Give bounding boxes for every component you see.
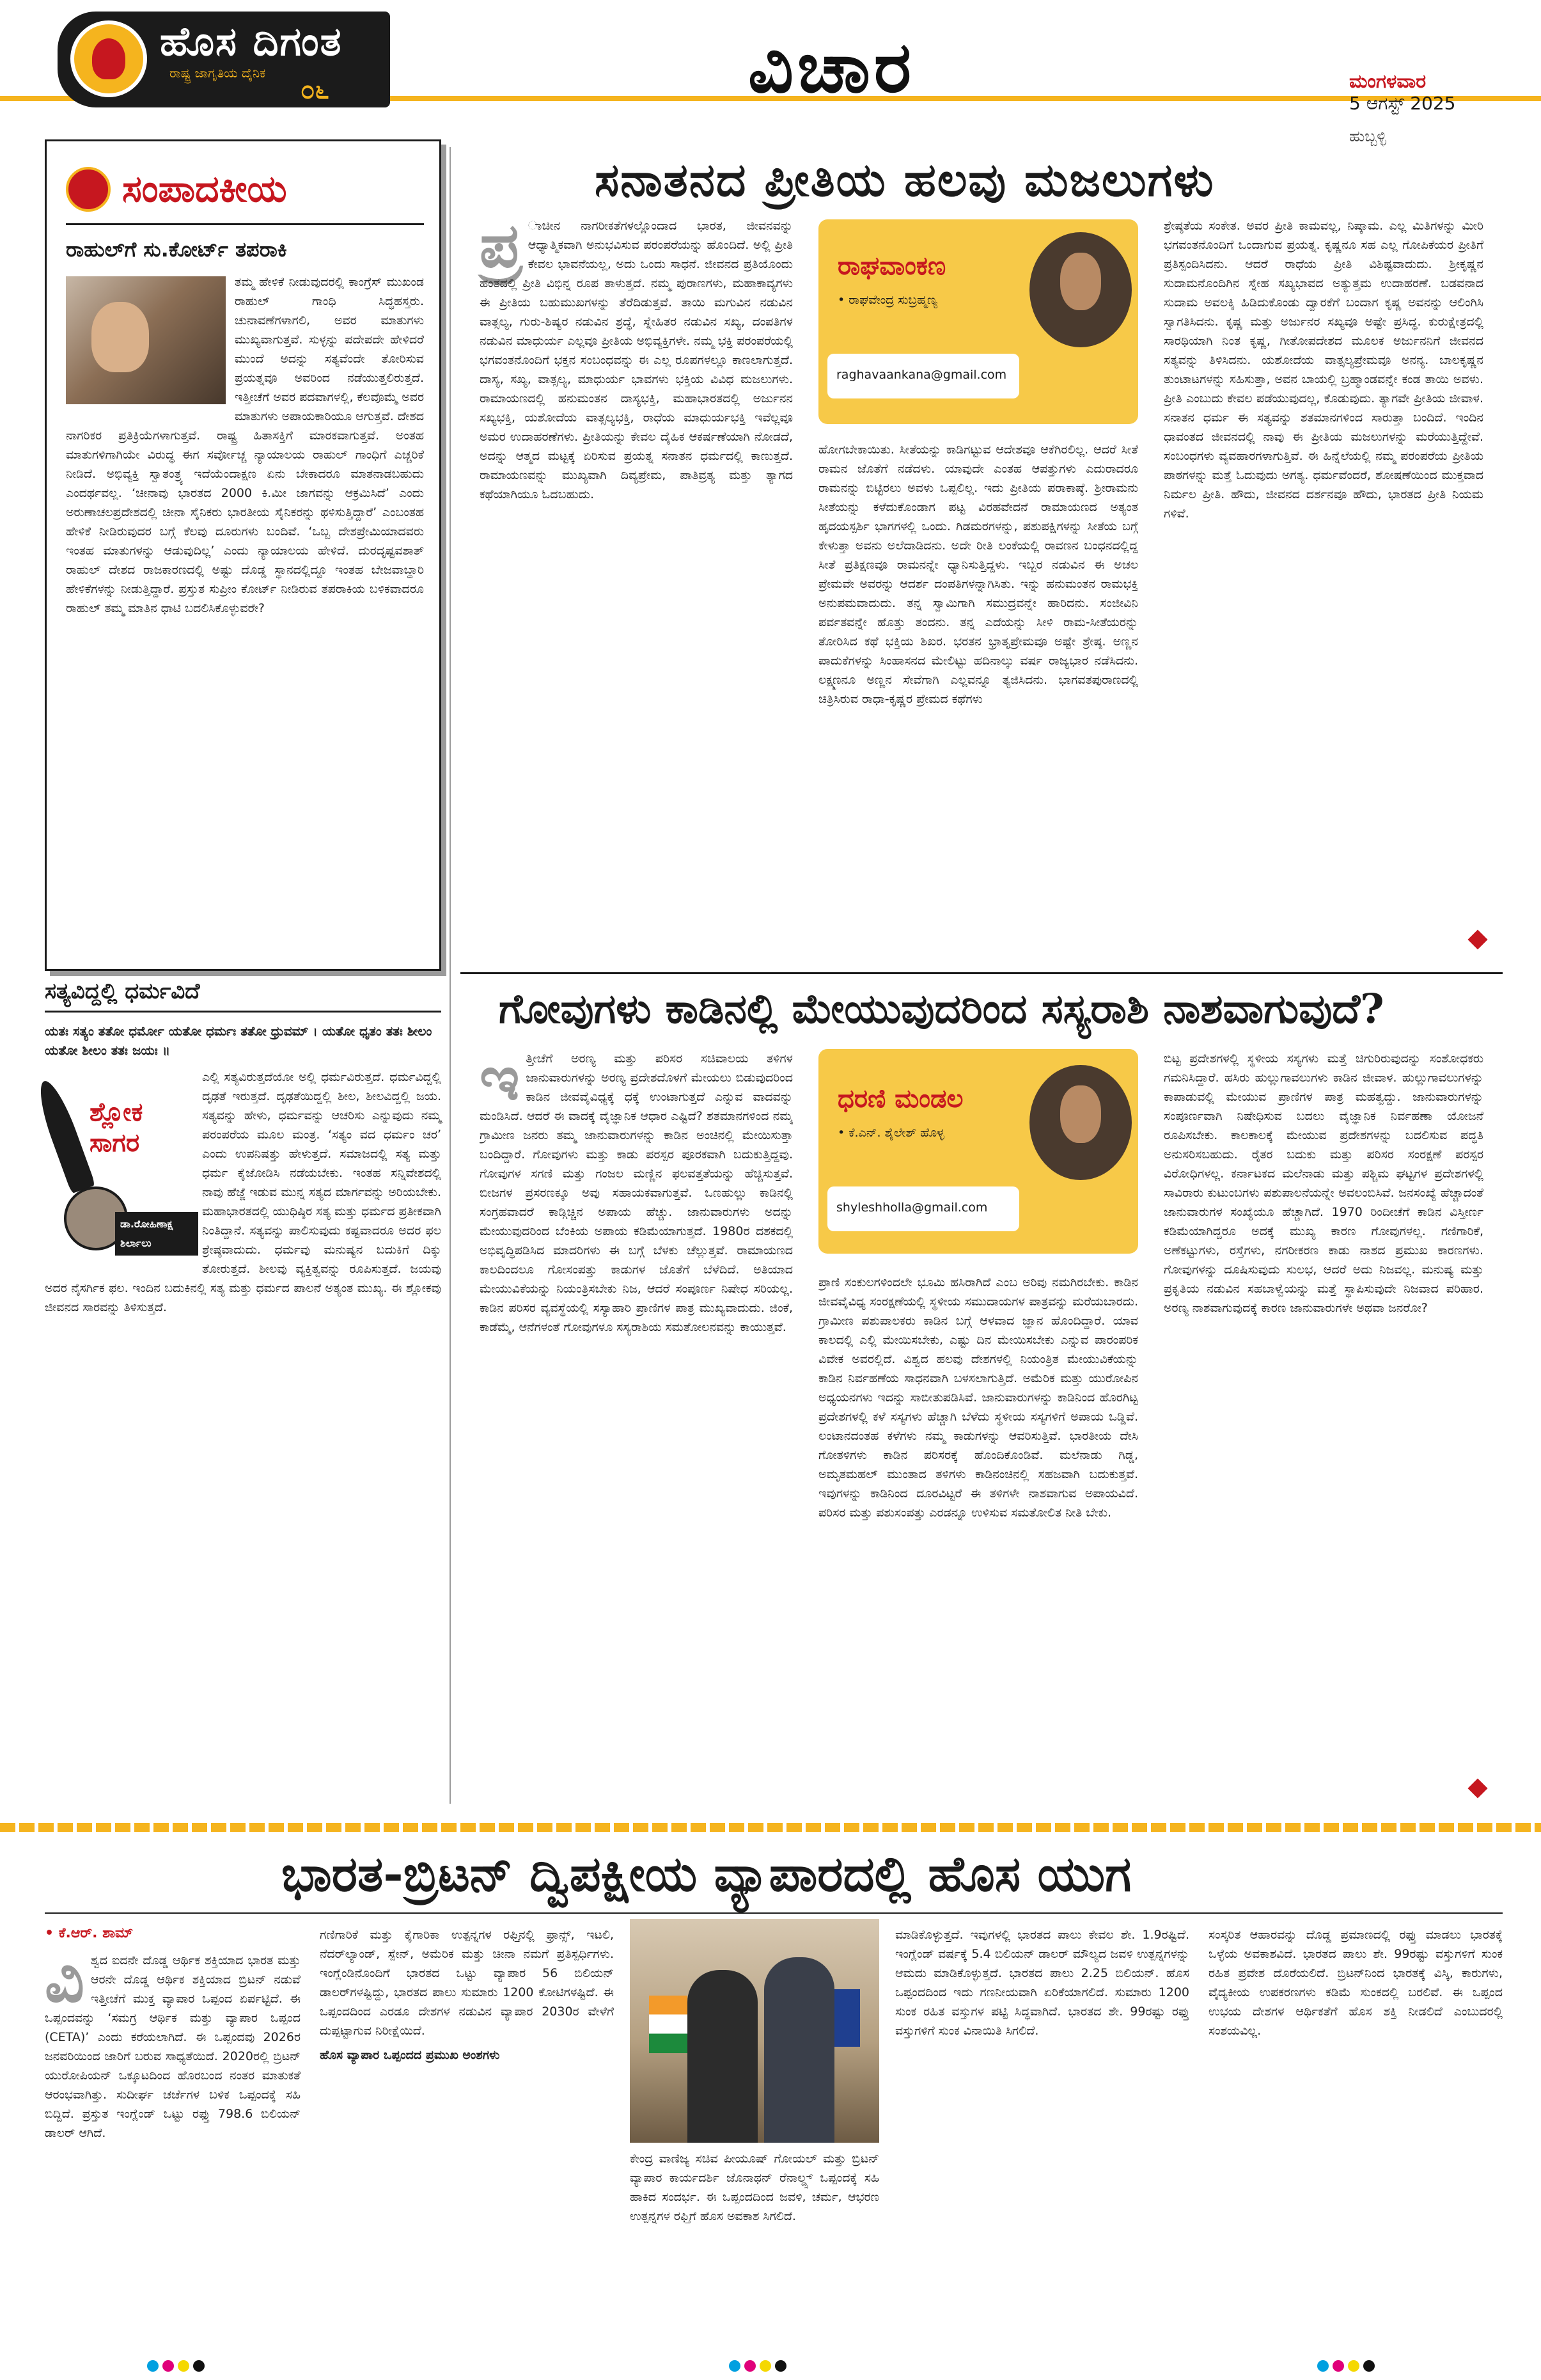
author-photo — [1029, 232, 1132, 347]
article2-col3: ಬಿಟ್ಟ ಪ್ರದೇಶಗಳಲ್ಲಿ ಸ್ಥಳೀಯ ಸಸ್ಯಗಳು ಮತ್ತೆ ಚಿಗುರಿರುವುದನ್ನು ಸಂಶೋಧಕರು ಗಮನಿಸಿದ್ದಾರೆ. ಹಸಿರು ಹುಲ್ಲುಗಾವಲುಗಳು ಕಾಡಿನ ಜೀವಾಳ. ಹುಲ್ಲುಗಾವಲುಗಳನ್ನು ಕಾಪಾಡುವಲ್ಲಿ ಮೇಯುವ ಪ್ರಾಣಿಗಳ ಪಾತ್ರ ಮಹತ್ವದ್ದು. ಜಾನುವಾರುಗಳನ್ನು ಸಂಪೂರ್ಣವಾಗಿ ನಿಷೇಧಿಸುವ ಬದಲು ವೈಜ್ಞಾನಿಕ ನಿರ್ವಹಣಾ ಯೋಜನೆ ರೂಪಿಸಬೇಕು. ಕಾಲಕಾಲಕ್ಕೆ ಮೇಯುವ ಪ್ರದೇಶಗಳನ್ನು ಬದಲಿಸುವ ಪದ್ಧತಿ ಅನುಸರಿಸಬಹುದು. ರೈತರ ಬದುಕು ಮತ್ತು ಪರಿಸರ ಸಂರಕ್ಷಣೆ ಪರಸ್ಪರ ವಿರೋಧಿಗಳಲ್ಲ. ಕರ್ನಾಟಕದ ಮಲೆನಾಡು ಮತ್ತು ಪಶ್ಚಿಮ ಘಟ್ಟಗಳ ಪ್ರದೇಶಗಳಲ್ಲಿ ಸಾವಿರಾರು ಕುಟುಂಬಗಳು ಪಶುಪಾಲನೆಯನ್ನೇ ಅವಲಂಬಿಸಿವೆ. ಜನಸಂಖ್ಯೆ ಹೆಚ್ಚಾದಂತೆ ಜಾನುವಾರುಗಳ ಸಂಖ್ಯೆಯೂ ಹೆಚ್ಚಾಗಿದೆ. 1970 ರಿಂದೀಚೆಗೆ ಕಾಡಿನ ವಿಸ್ತೀರ್ಣ ಕಡಿಮೆಯಾಗಿದ್ದರೂ ಅದಕ್ಕೆ ಮುಖ್ಯ ಕಾರಣ ಗೋವುಗಳಲ್ಲ. ಗಣಿಗಾರಿಕೆ, ಅಣೆಕಟ್ಟುಗಳು, ರಸ್ತೆಗಳು, ನಗರೀಕರಣ ಕಾಡು ನಾಶದ ಪ್ರಮುಖ ಕಾರಣಗಳು. ಗೋವುಗಳನ್ನು ದೂಷಿಸುವುದು ಸುಲಭ, ಆದರೆ ಅದು ನಿಜವಲ್ಲ. ಮನುಷ್ಯ ಮತ್ತು ಪ್ರಕೃತಿಯ ನಡುವಿನ ಸಹಬಾಳ್ವೆಯನ್ನು ಮತ್ತೆ ಸ್ಥಾಪಿಸುವುದೇ ನಿಜವಾದ ಪರಿಹಾರ. ಅರಣ್ಯ ನಾಶವಾಗುವುದಕ್ಕೆ ಕಾರಣ ಜಾನುವಾರುಗಳೇ ಅಥವಾ ಜನರೋ? — [1164, 1052, 1483, 1315]
editorial-box — [45, 139, 441, 971]
article1-col1-text: ಾಚೀನ ನಾಗರೀಕತೆಗಳಲ್ಲೊಂದಾದ ಭಾರತ, ಜೀವನವನ್ನು ಆಧ್ಯಾತ್ಮಿಕವಾಗಿ ಅನುಭವಿಸುವ ಪರಂಪರೆಯನ್ನು ಹೊಂದಿದೆ. ಅಲ್ಲಿ ಪ್ರೀತಿ ಕೇವಲ ಭಾವನೆಯಲ್ಲ, ಅದು ಒಂದು ಸಾಧನೆ. ಜೀವನದ ಪ್ರತಿಯೊಂದು ಹಂತದಲ್ಲಿ ಪ್ರೀತಿ ವಿಭಿನ್ನ ರೂಪ ತಾಳುತ್ತದೆ. ನಮ್ಮ ಪುರಾಣಗಳು, ಮಹಾಕಾವ್ಯಗಳು ಈ ಪ್ರೀತಿಯ ಬಹುಮುಖಗಳನ್ನು ತೆರೆದಿಡುತ್ತವೆ. ತಾಯಿ ಮಗುವಿನ ನಡುವಿನ ವಾತ್ಸಲ್ಯ, ಗುರು-ಶಿಷ್ಯರ ನಡುವಿನ ಶ್ರದ್ಧೆ, ಸ್ನೇಹಿತರ ನಡುವಿನ ಸಖ್ಯ, ದಂಪತಿಗಳ ನಡುವಿನ ಮಾಧುರ್ಯ ಎಲ್ಲವೂ ಪ್ರೀತಿಯ ಅಭಿವ್ಯಕ್ತಿಗಳೇ. ನಮ್ಮ ಭಕ್ತಿ ಪರಂಪರೆಯಲ್ಲಿ ಭಗವಂತನೊಂದಿಗೆ ಭಕ್ತನ ಸಂಬಂಧವನ್ನು ಈ ಎಲ್ಲ ರೂಪಗಳಲ್ಲೂ ಕಾಣಲಾಗುತ್ತದೆ. ದಾಸ್ಯ, ಸಖ್ಯ, ವಾತ್ಸಲ್ಯ, ಮಾಧುರ್ಯ ಭಾವಗಳು ಭಕ್ತಿಯ ವಿವಿಧ ಮಜಲುಗಳು. ರಾಮಾಯಣದಲ್ಲಿ ಹನುಮಂತನ ದಾಸ್ಯಭಕ್ತಿ, ಮಹಾಭಾರತದಲ್ಲಿ ಅರ್ಜುನನ ಸಖ್ಯಭಕ್ತಿ, ಯಶೋದೆಯ ವಾತ್ಸಲ್ಯಭಕ್ತಿ, ರಾಧೆಯ ಮಾಧುರ್ಯಭಕ್ತಿ ಇವೆಲ್ಲವೂ ಅಮರ ಉದಾಹರಣೆಗಳು. ಪ್ರೀತಿಯನ್ನು ಕೇವಲ ದೈಹಿಕ ಆಕರ್ಷಣೆಯಾಗಿ ನೋಡದೆ, ಅದನ್ನು ಆತ್ಮದ ಮಟ್ಟಕ್ಕೆ ಏರಿಸುವ ಪ್ರಯತ್ನ ಸನಾತನ ಧರ್ಮದಲ್ಲಿ ಕಾಣುತ್ತದೆ. ರಾಮಾಯಣವನ್ನು ಮುಖ್ಯವಾಗಿ ದಿವ್ಯಪ್ರೇಮ, ಪಾತಿವ್ರತ್ಯ ಮತ್ತು ತ್ಯಾಗದ ಕಥೆಯಾಗಿಯೂ ಓದಬಹುದು. — [480, 219, 793, 501]
author-card-email[interactable]: raghavaankana@gmail.com — [836, 368, 1007, 382]
article3-dropcap: ವಿ — [45, 1951, 84, 2016]
sloka-body — [45, 1068, 441, 1317]
author-photo — [1029, 1065, 1132, 1180]
article3-col3: ಮಾಡಿಕೊಳ್ಳುತ್ತದೆ. ಇವುಗಳಲ್ಲಿ ಭಾರತದ ಪಾಲು ಕೇವಲ ಶೇ. 1.9ರಷ್ಟಿದೆ. ಇಂಗ್ಲೆಂಡ್ ವರ್ಷಕ್ಕೆ 5.4 ಬಿಲಿಯನ್ ಡಾಲರ್ ಮೌಲ್ಯದ ಜವಳಿ ಉತ್ಪನ್ನಗಳನ್ನು ಆಮದು ಮಾಡಿಕೊಳ್ಳುತ್ತದೆ. ಭಾರತದ ಪಾಲು 2.25 ಬಿಲಿಯನ್. ಹೊಸ ಒಪ್ಪಂದದಿಂದ ಇದು ಗಣನೀಯವಾಗಿ ಏರಿಕೆಯಾಗಲಿದೆ. ಸುಮಾರು 1200 ಸುಂಕ ರಹಿತ ವಸ್ತುಗಳ ಪಟ್ಟಿ ಸಿದ್ಧವಾಗಿದೆ. ಭಾರತದ ಶೇ. 99ರಷ್ಟು ರಫ್ತು ವಸ್ತುಗಳಿಗೆ ಸುಂಕ ವಿನಾಯಿತಿ ಸಿಗಲಿದೆ. — [895, 1928, 1189, 2038]
editorial-emblem-icon — [66, 167, 111, 212]
sloka-title[interactable]: ಸತ್ಯವಿದ್ದಲ್ಲಿ ಧರ್ಮವಿದೆ — [45, 979, 200, 1004]
section-title: ವಿಚಾರ — [748, 26, 916, 108]
columnist-name: ಡಾ.ರೋಹಿಣಾಕ್ಷ ಶಿರ್ಲಾಲು — [115, 1212, 198, 1256]
day-name: ಮಂಗಳವಾರ — [1349, 70, 1427, 93]
article2-end-icon — [1467, 1778, 1487, 1798]
editorial-photo — [66, 276, 226, 404]
author-card-raghavaankana — [818, 219, 1138, 424]
newspaper-logo[interactable] — [58, 12, 390, 107]
sloka-column — [45, 979, 441, 1804]
article1-col3: ಶ್ರೇಷ್ಠತೆಯ ಸಂಕೇತ. ಅವರ ಪ್ರೀತಿ ಕಾಮವಲ್ಲ, ನಿಷ್ಕಾಮ. ಎಲ್ಲ ಮಿತಿಗಳನ್ನು ಮೀರಿ ಭಗವಂತನೊಂದಿಗೆ ಒಂದಾಗುವ ಪ್ರಯತ್ನ. ಕೃಷ್ಣನೂ ಸಹ ಎಲ್ಲ ಗೋಪಿಕೆಯರ ಪ್ರೀತಿಗೆ ಪ್ರತಿಸ್ಪಂದಿಸಿದನು. ಆದರೆ ರಾಧೆಯ ಪ್ರೀತಿ ವಿಶಿಷ್ಟವಾದುದು. ಶ್ರೀಕೃಷ್ಣನ ಸುದಾಮನೊಂದಿಗಿನ ಸ್ನೇಹ ಸಖ್ಯಭಾವದ ಅತ್ಯುತ್ತಮ ಉದಾಹರಣೆ. ಬಡವನಾದ ಸುದಾಮ ಅವಲಕ್ಕಿ ಹಿಡಿದುಕೊಂಡು ದ್ವಾರಕೆಗೆ ಬಂದಾಗ ಕೃಷ್ಣ ಅವನನ್ನು ಆಲಿಂಗಿಸಿ ಸ್ವಾಗತಿಸಿದನು. ಕೃಷ್ಣ ಮತ್ತು ಅರ್ಜುನರ ಸಖ್ಯವೂ ಅಷ್ಟೇ ಪ್ರಸಿದ್ಧ. ಕುರುಕ್ಷೇತ್ರದಲ್ಲಿ ಸಾರಥಿಯಾಗಿ ನಿಂತ ಕೃಷ್ಣ, ಗೀತೋಪದೇಶದ ಮೂಲಕ ಅರ್ಜುನನಿಗೆ ಜೀವನದ ಸತ್ಯವನ್ನು ತಿಳಿಸಿದನು. ಯಶೋದೆಯ ವಾತ್ಸಲ್ಯಪ್ರೇಮವೂ ಅನನ್ಯ. ಬಾಲಕೃಷ್ಣನ ತುಂಟಾಟಗಳನ್ನು ಸಹಿಸುತ್ತಾ, ಅವನ ಬಾಯಲ್ಲಿ ಬ್ರಹ್ಮಾಂಡವನ್ನೇ ಕಂಡ ತಾಯಿ ಅವಳು. ಪ್ರೀತಿ ಎಂಬುದು ಕೇವಲ ಪಡೆಯುವುದಲ್ಲ, ಕೊಡುವುದು. ತ್ಯಾಗವೇ ಪ್ರೀತಿಯ ಜೀವಾಳ. ಸನಾತನ ಧರ್ಮ ಈ ಸತ್ಯವನ್ನು ಶತಮಾನಗಳಿಂದ ಸಾರುತ್ತಾ ಬಂದಿದೆ. ಇಂದಿನ ಧಾವಂತದ ಜೀವನದಲ್ಲಿ ನಾವು ಈ ಪ್ರೀತಿಯ ಮಜಲುಗಳನ್ನು ಮರೆಯುತ್ತಿದ್ದೇವೆ. ಸಂಬಂಧಗಳು ವ್ಯವಹಾರಗಳಾಗುತ್ತಿವೆ. ಈ ಹಿನ್ನೆಲೆಯಲ್ಲಿ ನಮ್ಮ ಪರಂಪರೆಯ ಪ್ರೀತಿಯ ಪಾಠಗಳನ್ನು ಮತ್ತೆ ಓದುವುದು ಅಗತ್ಯ. ಧರ್ಮವೆಂದರೆ, ಶೋಷಣೆಯಿಂದ ಮುಕ್ತವಾದ ನಿರ್ಮಲ ಪ್ರೀತಿ. ಹೌದು, ಜೀವನದ ದರ್ಶನವೂ ಹೌದು, ಭಾರತದ ಪ್ರೀತಿ ನಿಯಮ ಗಳಿವೆ. — [1164, 219, 1483, 521]
paper-name: ಹೊಸ ದಿಗಂತ — [160, 18, 343, 65]
article3-col4: ಸಂಸ್ಕರಿತ ಆಹಾರವನ್ನು ದೊಡ್ಡ ಪ್ರಮಾಣದಲ್ಲಿ ರಫ್ತು ಮಾಡಲು ಭಾರತಕ್ಕೆ ಒಳ್ಳೆಯ ಅವಕಾಶವಿದೆ. ಭಾರತದ ಪಾಲು ಶೇ. 99ರಷ್ಟು ವಸ್ತುಗಳಿಗೆ ಸುಂಕ ರಹಿತ ಪ್ರವೇಶ ದೊರೆಯಲಿದೆ. ಬ್ರಿಟನ್‌ನಿಂದ ಭಾರತಕ್ಕೆ ವಿಸ್ಕಿ, ಕಾರುಗಳು, ವೈದ್ಯಕೀಯ ಉಪಕರಣಗಳು ಕಡಿಮೆ ಸುಂಕದಲ್ಲಿ ಬರಲಿವೆ. ಈ ಒಪ್ಪಂದ ಉಭಯ ದೇಶಗಳ ಆರ್ಥಿಕತೆಗೆ ಹೊಸ ಶಕ್ತಿ ನೀಡಲಿದೆ ಎಂಬುದರಲ್ಲಿ ಸಂಶಯವಿಲ್ಲ. — [1209, 1928, 1503, 2038]
author-card-author: • ರಾಘವೇಂದ್ರ ಸುಬ್ರಹ್ಮಣ್ಯ — [838, 293, 937, 307]
dateline — [1349, 70, 1496, 145]
stripe-divider — [0, 1823, 1541, 1832]
article2-col2: ಪ್ರಾಣಿ ಸಂಕುಲಗಳಿಂದಲೇ ಭೂಮಿ ಹಸಿರಾಗಿದೆ ಎಂಬ ಅರಿವು ನಮಗಿರಬೇಕು. ಕಾಡಿನ ಜೀವವೈವಿಧ್ಯ ಸಂರಕ್ಷಣೆಯಲ್ಲಿ ಸ್ಥಳೀಯ ಸಮುದಾಯಗಳ ಪಾತ್ರವನ್ನು ಮರೆಯಬಾರದು. ಗ್ರಾಮೀಣ ಪಶುಪಾಲಕರು ಕಾಡಿನ ಬಗ್ಗೆ ಆಳವಾದ ಜ್ಞಾನ ಹೊಂದಿದ್ದಾರೆ. ಯಾವ ಕಾಲದಲ್ಲಿ ಎಲ್ಲಿ ಮೇಯಿಸಬೇಕು, ಎಷ್ಟು ದಿನ ಮೇಯಿಸಬೇಕು ಎನ್ನುವ ಪಾರಂಪರಿಕ ವಿವೇಕ ಅವರಲ್ಲಿದೆ. ವಿಶ್ವದ ಹಲವು ದೇಶಗಳಲ್ಲಿ ನಿಯಂತ್ರಿತ ಮೇಯುವಿಕೆಯನ್ನು ಕಾಡಿನ ನಿರ್ವಹಣೆಯ ಸಾಧನವಾಗಿ ಬಳಸಲಾಗುತ್ತಿದೆ. ಅಮೆರಿಕ ಮತ್ತು ಯುರೋಪಿನ ಅಧ್ಯಯನಗಳು ಇದನ್ನು ಸಾಬೀತುಪಡಿಸಿವೆ. ಜಾನುವಾರುಗಳನ್ನು ಕಾಡಿನಿಂದ ಹೊರಗಿಟ್ಟ ಪ್ರದೇಶಗಳಲ್ಲಿ ಕಳೆ ಸಸ್ಯಗಳು ಹೆಚ್ಚಾಗಿ ಬೆಳೆದು ಸ್ಥಳೀಯ ಸಸ್ಯಗಳಿಗೆ ಅಪಾಯ ಒಡ್ಡಿವೆ. ಲಂಟಾನದಂತಹ ಕಳೆಗಳು ನಮ್ಮ ಕಾಡುಗಳನ್ನು ಆವರಿಸುತ್ತಿವೆ. ಭಾರತೀಯ ದೇಸಿ ಗೋತಳಿಗಳು ಕಾಡಿನ ಪರಿಸರಕ್ಕೆ ಹೊಂದಿಕೊಂಡಿವೆ. ಮಲೆನಾಡು ಗಿಡ್ಡ, ಅಮೃತಮಹಲ್ ಮುಂತಾದ ತಳಿಗಳು ಕಾಡಿನಂಚಿನಲ್ಲಿ ಸಹಜವಾಗಿ ಬದುಕುತ್ತವೆ. ಇವುಗಳನ್ನು ಕಾಡಿನಿಂದ ದೂರವಿಟ್ಟರೆ ಈ ತಳಿಗಳೇ ನಾಶವಾಗುವ ಅಪಾಯವಿದೆ. ಪರಿಸರ ಮತ್ತು ಪಶುಸಂಪತ್ತು ಎರಡನ್ನೂ ಉಳಿಸುವ ಸಮತೋಲಿತ ನೀತಿ ಬೇಕು. — [818, 1275, 1138, 1520]
article2-dropcap: ಇ — [480, 1049, 520, 1114]
masthead — [0, 0, 1541, 145]
article1-col1-bottom — [480, 440, 799, 926]
author-card-dharani — [818, 1049, 1138, 1254]
trade-deal-photo — [630, 1919, 879, 2143]
india-flag-icon — [649, 1996, 687, 2053]
sloka-badge-title: ಶ್ಲೋಕ ಸಾಗರ — [90, 1098, 143, 1158]
article3-byline: • ಕೆ.ಆರ್. ಶಾಮ್ — [45, 1925, 134, 1941]
article3-subhead: ಹೊಸ ವ್ಯಾಪಾರ ಒಪ್ಪಂದದ ಪ್ರಮುಖ ಅಂಶಗಳು — [320, 2048, 500, 2062]
article3-col1-text: ಶ್ವದ ಐದನೇ ದೊಡ್ಡ ಆರ್ಥಿಕ ಶಕ್ತಿಯಾದ ಭಾರತ ಮತ್ತು ಆರನೇ ದೊಡ್ಡ ಆರ್ಥಿಕ ಶಕ್ತಿಯಾದ ಬ್ರಿಟನ್ ನಡುವೆ ಇತ್ತೀಚೆಗೆ ಮುಕ್ತ ವ್ಯಾಪಾರ ಒಪ್ಪಂದ ಏರ್ಪಟ್ಟಿದೆ. ಈ ಒಪ್ಪಂದವನ್ನು ‘ಸಮಗ್ರ ಆರ್ಥಿಕ ಮತ್ತು ವ್ಯಾಪಾರ ಒಪ್ಪಂದ (CETA)’ ಎಂದು ಕರೆಯಲಾಗಿದೆ. ಈ ಒಪ್ಪಂದವು 2026ರ ಜನವರಿಯಿಂದ ಜಾರಿಗೆ ಬರುವ ಸಾಧ್ಯತೆಯಿದೆ. 2020ರಲ್ಲಿ ಬ್ರಿಟನ್ ಯುರೋಪಿಯನ್ ಒಕ್ಕೂಟದಿಂದ ಹೊರಬಂದ ನಂತರ ಮಾತುಕತೆ ಆರಂಭವಾಗಿತ್ತು. ಸುದೀರ್ಘ ಚರ್ಚೆಗಳ ಬಳಿಕ ಒಪ್ಪಂದಕ್ಕೆ ಸಹಿ ಬಿದ್ದಿದೆ. ಪ್ರಸ್ತುತ ಇಂಗ್ಲೆಂಡ್ ಒಟ್ಟು ರಫ್ತು 798.6 ಬಿಲಿಯನ್ ಡಾಲರ್ ಆಗಿದೆ. — [45, 1953, 301, 2140]
article1-col1-top — [480, 210, 793, 501]
author-card-email[interactable]: shyleshholla@gmail.com — [836, 1201, 988, 1215]
section-divider — [460, 972, 1503, 974]
sloka-rule — [45, 1011, 441, 1013]
article-sanatana — [460, 139, 1503, 965]
editorial-rule — [66, 223, 424, 225]
article1-end-icon — [1467, 929, 1487, 949]
registration-marks-right — [1317, 2360, 1379, 2373]
article1-dropcap: ಪ್ರ — [480, 210, 522, 281]
author-card-author: • ಕೆ.ಎನ್. ಶೈಲೇಶ್ ಹೊಳ್ಳ — [838, 1126, 944, 1140]
editorial-label-text: ಸಂಪಾದಕೀಯ — [122, 167, 287, 210]
registration-marks-left — [147, 2360, 208, 2373]
article3-col2 — [320, 1925, 614, 2347]
sloka-sagara-badge — [45, 1071, 192, 1263]
article2-col1 — [480, 1049, 793, 1778]
author-card-title: ರಾಘವಾಂಕಣ — [838, 251, 946, 281]
logo-emblem-icon — [70, 20, 147, 97]
article1-col2: ಹೋಗಬೇಕಾಯಿತು. ಸೀತೆಯನ್ನು ಕಾಡಿಗಟ್ಟುವ ಆದೇಶವೂ ಆಕೆಗಿರಲಿಲ್ಲ. ಆದರೆ ಸೀತೆ ರಾಮನ ಜೊತೆಗೆ ನಡೆದಳು. ಯಾವುದೇ ಎಂತಹ ಆಪತ್ತುಗಳು ಎದುರಾದರೂ ರಾಮನನ್ನು ಬಿಟ್ಟಿರಲು ಅವಳು ಒಪ್ಪಲಿಲ್ಲ. ಇದು ಪ್ರೀತಿಯ ಪರಾಕಾಷ್ಠೆ. ಶ್ರೀರಾಮನು ಸೀತೆಯನ್ನು ಕಳೆದುಕೊಂಡಾಗ ಪಟ್ಟ ವಿರಹವೇದನೆ ರಾಮಾಯಣದ ಅತ್ಯಂತ ಹೃದಯಸ್ಪರ್ಶಿ ಭಾಗಗಳಲ್ಲಿ ಒಂದು. ಗಿಡಮರಗಳನ್ನು, ಪಶುಪಕ್ಷಿಗಳನ್ನು ಸೀತೆಯ ಬಗ್ಗೆ ಕೇಳುತ್ತಾ ಅವನು ಅಲೆದಾಡಿದನು. ಅದೇ ರೀತಿ ಲಂಕೆಯಲ್ಲಿ ರಾವಣನ ಬಂಧನದಲ್ಲಿದ್ದ ಸೀತೆ ಪ್ರತಿಕ್ಷಣವೂ ರಾಮನನ್ನೇ ಧ್ಯಾನಿಸುತ್ತಿದ್ದಳು. ಇಬ್ಬರ ನಡುವಿನ ಈ ಅಚಲ ಪ್ರೇಮವೇ ಅವರನ್ನು ಆದರ್ಶ ದಂಪತಿಗಳನ್ನಾಗಿಸಿತು. ಇನ್ನು ಹನುಮಂತನ ರಾಮಭಕ್ತಿ ಅನುಪಮವಾದುದು. ತನ್ನ ಸ್ವಾಮಿಗಾಗಿ ಸಮುದ್ರವನ್ನೇ ಹಾರಿದನು. ಸಂಜೀವಿನಿ ಪರ್ವತವನ್ನೇ ಹೊತ್ತು ತಂದನು. ತನ್ನ ಎದೆಯನ್ನು ಸೀಳಿ ರಾಮ-ಸೀತೆಯರನ್ನು ತೋರಿಸಿದ ಕಥೆ ಭಕ್ತಿಯ ಶಿಖರ. ಭರತನ ಭ್ರಾತೃಪ್ರೇಮವೂ ಅಷ್ಟೇ ಶ್ರೇಷ್ಠ. ಅಣ್ಣನ ಪಾದುಕೆಗಳನ್ನು ಸಿಂಹಾಸನದ ಮೇಲಿಟ್ಟು ಹದಿನಾಲ್ಕು ವರ್ಷ ರಾಜ್ಯಭಾರ ನಡೆಸಿದನು. ಲಕ್ಷ್ಮಣನೂ ಅಣ್ಣನ ಸೇವೆಗಾಗಿ ಎಲ್ಲವನ್ನೂ ತ್ಯಜಿಸಿದನು. ಭಾಗವತಪುರಾಣದಲ್ಲಿ ಚಿತ್ರಿಸಿರುವ ರಾಧಾ-ಕೃಷ್ಣರ ಪ್ರೇಮದ ಕಥೆಗಳು — [818, 443, 1138, 706]
editorial-text: ತಮ್ಮ ಹೇಳಿಕೆ ನೀಡುವುದರಲ್ಲಿ ಕಾಂಗ್ರೆಸ್ ಮುಖಂಡ ರಾಹುಲ್ ಗಾಂಧಿ ಸಿದ್ಧಹಸ್ತರು. ಚುನಾವಣೆಗಳಾಗಲಿ, ಅವರ ಮಾತುಗಳು ಮುಖ್ಯವಾಗುತ್ತವೆ. ಸುಳ್ಳನ್ನು ಪದೇಪದೇ ಹೇಳಿದರೆ ಮುಂದೆ ಅದನ್ನು ಸತ್ಯವೆಂದೇ ತೋರಿಸುವ ಪ್ರಯತ್ನವೂ ಅವರಿಂದ ನಡೆಯುತ್ತಲಿರುತ್ತದೆ. ಇತ್ತೀಚೆಗೆ ಅವರ ಪದವಾಗಳಲ್ಲಿ, ಕೆಲವೊಮ್ಮೆ ಅವರ ಮಾತುಗಳು ಅಪಾಯಕಾರಿಯೂ ಆಗುತ್ತವೆ. ದೇಶದ ನಾಗರಿಕರ ಪ್ರತಿಕ್ರಿಯೆಗಳಾಗುತ್ತವೆ. ರಾಷ್ಟ್ರ ಹಿತಾಸಕ್ತಿಗೆ ಮಾರಕವಾಗುತ್ತವೆ. ಅಂತಹ ಮಾತುಗಳಿಗಾಗಿಯೇ ವಿರುದ್ಧ ಈಗ ಸರ್ವೋಚ್ಚ ನ್ಯಾಯಾಲಯ ರಾಹುಲ್ ಗಾಂಧಿಗೆ ಎಚ್ಚರಿಕೆ ನೀಡಿದೆ. ಅಭಿವ್ಯಕ್ತಿ ಸ್ವಾತಂತ್ರ್ಯ ಇದೆಯೆಂದಾಕ್ಷಣ ಏನು ಬೇಕಾದರೂ ಮಾತನಾಡಬಹುದು ಎಂದರ್ಥವಲ್ಲ. ‘ಚೀನಾವು ಭಾರತದ 2000 ಕಿ.ಮೀ ಜಾಗವನ್ನು ಆಕ್ರಮಿಸಿದೆ’ ಎಂದು ಅರುಣಾಚಲಪ್ರದೇಶದಲ್ಲಿ ಚೀನಾ ಸೈನಿಕರು ಭಾರತೀಯ ಸೈನಿಕರನ್ನು ಥಳಿಸುತ್ತಿದ್ದಾರೆ’ ಎಂಬಂತಹ ಹೇಳಿಕೆ ನೀಡಿರುವುದರ ಬಗ್ಗೆ ಕೆಲವು ದೂರುಗಳು ಬಂದಿವೆ. ‘ಒಬ್ಬ ದೇಶಪ್ರೇಮಿಯಾದವರು ಇಂತಹ ಮಾತುಗಳನ್ನು ಆಡುವುದಿಲ್ಲ’ ಎಂದು ನ್ಯಾಯಾಲಯ ಹೇಳಿದೆ. ದುರದೃಷ್ಟವಶಾತ್ ರಾಹುಲ್ ದೇಶದ ರಾಜಕಾರಣದಲ್ಲಿ ಅಷ್ಟು ದೊಡ್ಡ ಸ್ಥಾನದಲ್ಲಿದ್ದೂ ಇಂತಹ ಬೇಜವಾಬ್ದಾರಿ ಹೇಳಿಕೆಗಳನ್ನು ನೀಡುತ್ತಿದ್ದಾರೆ. ಪ್ರಸ್ತುತ ಸುಪ್ರೀಂ ಕೋರ್ಟ್ ನೀಡಿರುವ ತಪರಾಕಿಯ ಬಳಿಕವಾದರೂ ರಾಹುಲ್ ತಮ್ಮ ಮಾತಿನ ಧಾಟಿ ಬದಲಿಸಿಕೊಳ್ಳುವರೇ? — [66, 275, 425, 615]
author-card-title: ಧರಣಿ ಮಂಡಲ — [838, 1084, 964, 1114]
article-cows-forest — [460, 979, 1503, 1804]
quill-icon — [32, 1077, 95, 1194]
paper-tagline: ರಾಷ್ಟ್ರ ಜಾಗೃತಿಯ ದೈನಿಕ — [169, 65, 266, 81]
page-number: ೦೬ — [301, 75, 329, 105]
article2-col1-text: ತ್ತೀಚೆಗೆ ಅರಣ್ಯ ಮತ್ತು ಪರಿಸರ ಸಚಿವಾಲಯ ತಳಿಗಳ ಜಾನುವಾರುಗಳನ್ನು ಅರಣ್ಯ ಪ್ರದೇಶದೊಳಗೆ ಮೇಯಲು ಬಿಡುವುದರಿಂದ ಕಾಡಿನ ಜೀವವೈವಿಧ್ಯಕ್ಕೆ ಧಕ್ಕೆ ಉಂಟಾಗುತ್ತದೆ ಎನ್ನುವ ವಾದವನ್ನು ಮಂಡಿಸಿದೆ. ಆದರೆ ಈ ವಾದಕ್ಕೆ ವೈಜ್ಞಾನಿಕ ಆಧಾರ ಎಷ್ಟಿದೆ? ಶತಮಾನಗಳಿಂದ ನಮ್ಮ ಗ್ರಾಮೀಣ ಜನರು ತಮ್ಮ ಜಾನುವಾರುಗಳನ್ನು ಕಾಡಿನ ಅಂಚಿನಲ್ಲಿ ಮೇಯಿಸುತ್ತಾ ಬಂದಿದ್ದಾರೆ. ಗೋವುಗಳು ಮತ್ತು ಕಾಡು ಪರಸ್ಪರ ಪೂರಕವಾಗಿ ಬದುಕುತ್ತಿದ್ದವು. ಗೋವುಗಳ ಸಗಣಿ ಮತ್ತು ಗಂಜಲ ಮಣ್ಣಿನ ಫಲವತ್ತತೆಯನ್ನು ಹೆಚ್ಚಿಸುತ್ತವೆ. ಬೀಜಗಳ ಪ್ರಸರಣಕ್ಕೂ ಅವು ಸಹಾಯಕವಾಗುತ್ತವೆ. ಒಣಹುಲ್ಲು ಕಾಡಿನಲ್ಲಿ ಸಂಗ್ರಹವಾದರೆ ಕಾಡ್ಗಿಚ್ಚಿನ ಅಪಾಯ ಹೆಚ್ಚು. ಜಾನುವಾರುಗಳು ಅದನ್ನು ಮೇಯುವುದರಿಂದ ಬೆಂಕಿಯ ಅಪಾಯ ಕಡಿಮೆಯಾಗುತ್ತದೆ. 1980ರ ದಶಕದಲ್ಲಿ ಅಭಿವೃದ್ಧಿಪಡಿಸಿದ ಮಾದರಿಗಳು ಈ ಬಗ್ಗೆ ಬೆಳಕು ಚೆಲ್ಲುತ್ತವೆ. ರಾಮಾಯಣದ ಕಾಲದಿಂದಲೂ ಗೋಸಂಪತ್ತು ಕಾಡುಗಳ ಜೊತೆಗೆ ಬೆಳೆದಿದೆ. ಅತಿಯಾದ ಮೇಯುವಿಕೆಯನ್ನು ನಿಯಂತ್ರಿಸಬೇಕು ನಿಜ, ಆದರೆ ಸಂಪೂರ್ಣ ನಿಷೇಧ ಸರಿಯಲ್ಲ. ಕಾಡಿನ ಪರಿಸರ ವ್ಯವಸ್ಥೆಯಲ್ಲಿ ಸಸ್ಯಾಹಾರಿ ಪ್ರಾಣಿಗಳ ಪಾತ್ರ ಮುಖ್ಯವಾದುದು. ಜಿಂಕೆ, ಕಾಡೆಮ್ಮೆ, ಆನೆಗಳಂತೆ ಗೋವುಗಳೂ ಸಸ್ಯರಾಶಿಯ ಸಮತೋಲನವನ್ನು ಕಾಯುತ್ತವೆ. — [480, 1052, 793, 1334]
article3-rule — [45, 1912, 1503, 1914]
date-text: 5 ಆಗಸ್ಟ್ 2025 — [1349, 93, 1456, 114]
editorial-label — [66, 167, 424, 218]
editorial-headline[interactable]: ರಾಹುಲ್‌ಗೆ ಸು.ಕೋರ್ಟ್ ತಪರಾಕಿ — [66, 237, 287, 262]
article1-headline[interactable]: ಸನಾತನದ ಪ್ರೀತಿಯ ಹಲವು ಮಜಲುಗಳು — [595, 152, 1215, 207]
column-divider — [450, 147, 451, 1804]
editorial-body — [66, 272, 424, 618]
sloka-verse: ಯತಃ ಸತ್ಯಂ ತತೋ ಧರ್ಮೋ ಯತೋ ಧರ್ಮಃ ತತೋ ಧ್ರುವಮ್ । ಯತೋ ಧೃತಂ ತತಃ ಶೀಲಂ ಯತೋ ಶೀಲಂ ತತಃ ಜಯಃ ॥ — [45, 1023, 432, 1058]
article3-headline[interactable]: ಭಾರತ-ಬ್ರಿಟನ್ ದ್ವಿಪಕ್ಷೀಯ ವ್ಯಾಪಾರದಲ್ಲಿ ಹೊಸ ಯುಗ — [281, 1845, 1132, 1902]
article2-headline[interactable]: ಗೋವುಗಳು ಕಾಡಿನಲ್ಲಿ ಮೇಯುವುದರಿಂದ ಸಸ್ಯರಾಶಿ ನಾಶವಾಗುವುದೆ? — [499, 985, 1384, 1033]
registration-marks-center — [729, 2360, 790, 2373]
sloka-explanation: ಎಲ್ಲಿ ಸತ್ಯವಿರುತ್ತದೆಯೋ ಅಲ್ಲಿ ಧರ್ಮವಿರುತ್ತದೆ. ಧರ್ಮವಿದ್ದಲ್ಲಿ ದೃಢತೆ ಇರುತ್ತದೆ. ದೃಢತೆಯಿದ್ದಲ್ಲಿ ಶೀಲ, ಶೀಲವಿದ್ದಲ್ಲಿ ಜಯ. ಸತ್ಯವನ್ನು ಹೇಳು, ಧರ್ಮವನ್ನು ಆಚರಿಸು ಎನ್ನುವುದು ನಮ್ಮ ಪರಂಪರೆಯ ಮೂಲ ಮಂತ್ರ. ‘ಸತ್ಯಂ ವದ ಧರ್ಮಂ ಚರ’ ಎಂದು ಉಪನಿಷತ್ತು ಹೇಳುತ್ತದೆ. ಸಮಾಜದಲ್ಲಿ ಸತ್ಯ ಮತ್ತು ಧರ್ಮ ಕೈಜೋಡಿಸಿ ನಡೆಯಬೇಕು. ಇಂತಹ ಸನ್ನಿವೇಶದಲ್ಲಿ ನಾವು ಹೆಜ್ಜೆ ಇಡುವ ಮುನ್ನ ಸತ್ಯದ ಮಾರ್ಗವನ್ನು ಅರಿಯಬೇಕು. ಮಹಾಭಾರತದಲ್ಲಿ ಯುಧಿಷ್ಠಿರ ಸತ್ಯ ಮತ್ತು ಧರ್ಮದ ಪ್ರತೀಕವಾಗಿ ನಿಂತಿದ್ದಾನೆ. ಸತ್ಯವನ್ನು ಪಾಲಿಸುವುದು ಕಷ್ಟವಾದರೂ ಅದರ ಫಲ ಶ್ರೇಷ್ಠವಾದುದು. ಧರ್ಮವು ಮನುಷ್ಯನ ಬದುಕಿಗೆ ದಿಕ್ಕು ತೋರುತ್ತದೆ. ಶೀಲವು ವ್ಯಕ್ತಿತ್ವವನ್ನು ರೂಪಿಸುತ್ತದೆ. ಜಯವು ಅದರ ನೈಸರ್ಗಿಕ ಫಲ. ಇಂದಿನ ಬದುಕಿನಲ್ಲಿ ಸತ್ಯ ಮತ್ತು ಧರ್ಮದ ಪಾಲನೆ ಅತ್ಯಂತ ಮುಖ್ಯ. ಈ ಶ್ಲೋಕವು ಜೀವನದ ಸಾರವನ್ನು ತಿಳಿಸುತ್ತದೆ. — [45, 1070, 441, 1314]
article3-col2-text: ಗಣಿಗಾರಿಕೆ ಮತ್ತು ಕೈಗಾರಿಕಾ ಉತ್ಪನ್ನಗಳ ರಫ್ತಿನಲ್ಲಿ ಫ್ರಾನ್ಸ್, ಇಟಲಿ, ನೆದರ್‌ಲ್ಯಾಂಡ್, ಸ್ಪೇನ್, ಅಮೆರಿಕ ಮತ್ತು ಚೀನಾ ನಮಗೆ ಪ್ರತಿಸ್ಪರ್ಧಿಗಳು. ಇಂಗ್ಲೆಂಡಿನೊಂದಿಗೆ ಭಾರತದ ಒಟ್ಟು ವ್ಯಾಪಾರ 56 ಬಿಲಿಯನ್ ಡಾಲರ್‌ಗಳಷ್ಟಿದ್ದು, ಭಾರತದ ಪಾಲು ಸುಮಾರು 1200 ಕೋಟಿಗಳಷ್ಟಿದೆ. ಈ ಒಪ್ಪಂದದಿಂದ ಎರಡೂ ದೇಶಗಳ ನಡುವಿನ ವ್ಯಾಪಾರ 2030ರ ವೇಳೆಗೆ ದುಪ್ಪಟ್ಟಾಗುವ ನಿರೀಕ್ಷೆಯಿದೆ. — [320, 1928, 614, 2038]
edition-city: ಹುಬ್ಬಳ್ಳಿ — [1349, 127, 1386, 145]
article3-col1 — [45, 1951, 301, 2347]
trade-photo-caption: ಕೇಂದ್ರ ವಾಣಿಜ್ಯ ಸಚಿವ ಪೀಯೂಷ್ ಗೋಯಲ್ ಮತ್ತು ಬ್ರಿಟನ್ ವ್ಯಾಪಾರ ಕಾರ್ಯದರ್ಶಿ ಜೊನಾಥನ್ ರೆನಾಲ್ಡ್ಸ್ ಒಪ್ಪಂದಕ್ಕೆ ಸಹಿ ಹಾಕಿದ ಸಂದರ್ಭ. ಈ ಒಪ್ಪಂದದಿಂದ ಜವಳಿ, ಚರ್ಮ, ಆಭರಣ ಉತ್ಪನ್ನಗಳ ರಫ್ತಿಗೆ ಹೊಸ ಅವಕಾಶ ಸಿಗಲಿದೆ. — [630, 2152, 879, 2223]
